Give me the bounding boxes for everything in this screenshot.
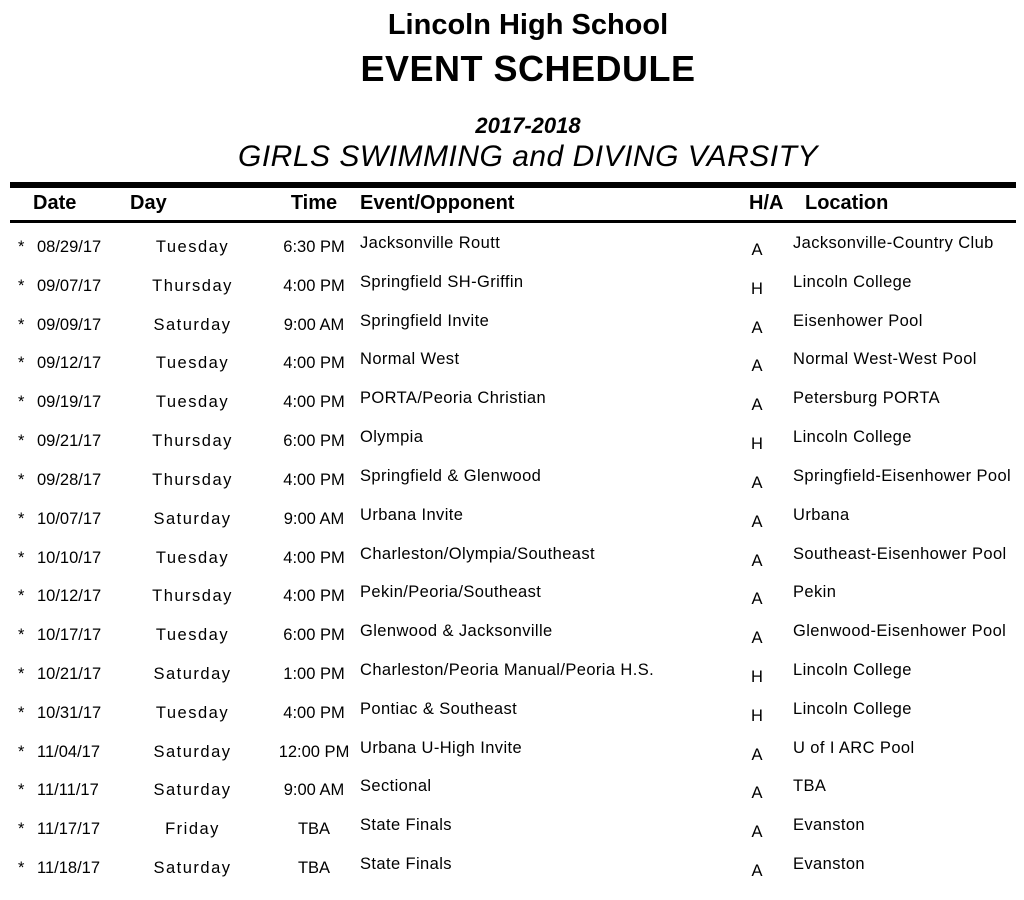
row-marker: * <box>18 742 25 761</box>
cell-event: Olympia <box>360 428 424 447</box>
cell-location: Eisenhower Pool <box>793 311 923 330</box>
cell-time: 9:00 AM <box>283 509 345 528</box>
table-row <box>0 536 1024 575</box>
cell-day: Tuesday <box>155 548 230 567</box>
cell-day: Thursday <box>152 587 233 606</box>
cell-ha: A <box>751 318 763 337</box>
cell-ha: H <box>751 435 763 454</box>
cell-day: Saturday <box>153 664 232 683</box>
column-header-marker-spacer <box>0 189 32 217</box>
cell-time: 4:00 PM <box>283 393 345 412</box>
cell-event: Springfield & Glenwood <box>360 466 542 485</box>
cell-time: 6:00 PM <box>283 626 345 645</box>
cell-event: Jacksonville Routt <box>360 234 501 252</box>
document-title: EVENT SCHEDULE <box>360 48 696 89</box>
column-header-date: Date <box>33 192 77 214</box>
cell-event: Normal West <box>360 350 460 369</box>
cell-ha: H <box>751 667 763 686</box>
cell-time: 4:00 PM <box>283 276 345 295</box>
cell-date: 08/29/17 <box>37 238 102 256</box>
table-row <box>0 768 1024 807</box>
cell-ha: A <box>751 241 763 259</box>
row-marker: * <box>18 354 25 373</box>
schedule-body <box>0 225 1024 885</box>
cell-date: 10/07/17 <box>37 509 102 528</box>
cell-ha: A <box>751 862 763 880</box>
cell-event: PORTA/Peoria Christian <box>360 389 547 408</box>
cell-location: Lincoln College <box>793 428 912 447</box>
cell-day: Thursday <box>152 432 233 451</box>
cell-time: 4:00 PM <box>283 470 345 489</box>
row-marker: * <box>18 587 25 606</box>
cell-location: Urbana <box>793 505 850 524</box>
cell-event: Urbana U-High Invite <box>360 738 523 757</box>
cell-location: Springfield-Eisenhower Pool <box>793 466 1012 485</box>
cell-day: Saturday <box>153 509 232 528</box>
row-marker: * <box>18 393 25 412</box>
row-marker: * <box>18 781 25 800</box>
cell-event: State Finals <box>360 855 452 873</box>
row-marker: * <box>18 276 25 295</box>
row-marker: * <box>18 664 25 683</box>
table-row <box>0 846 1024 885</box>
cell-ha: A <box>751 512 763 531</box>
cell-day: Saturday <box>153 781 232 800</box>
cell-day: Friday <box>165 820 220 839</box>
row-marker: * <box>18 703 25 722</box>
table-row <box>0 303 1024 342</box>
cell-time: TBA <box>297 859 331 877</box>
cell-event: Glenwood & Jacksonville <box>360 622 553 641</box>
cell-location: TBA <box>793 777 827 796</box>
table-row <box>0 341 1024 380</box>
cell-location: Pekin <box>793 583 837 602</box>
cell-date: 09/28/17 <box>37 470 102 489</box>
cell-day: Saturday <box>153 315 232 334</box>
row-marker: * <box>18 859 25 877</box>
header-rule-top <box>10 182 1016 188</box>
cell-day: Tuesday <box>155 354 230 373</box>
cell-time: TBA <box>297 820 331 839</box>
team-title: GIRLS SWIMMING and DIVING VARSITY <box>238 140 818 173</box>
cell-date: 09/12/17 <box>37 354 102 373</box>
row-marker: * <box>18 626 25 645</box>
cell-location: U of I ARC Pool <box>793 738 915 757</box>
table-row <box>0 264 1024 303</box>
cell-day: Thursday <box>152 470 233 489</box>
cell-location: Lincoln College <box>793 272 912 291</box>
table-row <box>0 419 1024 458</box>
cell-ha: H <box>751 279 763 298</box>
cell-date: 11/11/17 <box>37 781 99 800</box>
cell-location: Southeast-Eisenhower Pool <box>793 544 1007 563</box>
cell-date: 09/07/17 <box>37 276 102 295</box>
cell-location: Lincoln College <box>793 660 912 679</box>
cell-ha: A <box>751 551 763 570</box>
cell-day: Tuesday <box>155 626 230 645</box>
cell-event: Springfield Invite <box>360 311 490 330</box>
cell-event: State Finals <box>360 816 452 835</box>
cell-day: Tuesday <box>155 703 230 722</box>
cell-location: Evanston <box>793 855 865 873</box>
cell-time: 4:00 PM <box>283 587 345 606</box>
cell-day: Tuesday <box>155 238 230 256</box>
cell-ha: A <box>751 629 763 648</box>
cell-ha: A <box>751 590 763 609</box>
cell-time: 6:30 PM <box>283 238 345 256</box>
cell-date: 10/17/17 <box>37 626 102 645</box>
cell-location: Jacksonville-Country Club <box>793 234 994 252</box>
cell-date: 11/04/17 <box>37 742 101 761</box>
cell-time: 9:00 AM <box>283 315 345 334</box>
table-row <box>0 380 1024 419</box>
cell-ha: A <box>751 784 763 803</box>
cell-day: Thursday <box>152 276 233 295</box>
cell-location: Lincoln College <box>793 699 912 718</box>
table-row <box>0 225 1024 264</box>
cell-date: 10/10/17 <box>37 548 102 567</box>
cell-day: Saturday <box>153 742 232 761</box>
cell-ha: A <box>751 745 763 764</box>
cell-location: Evanston <box>793 816 865 835</box>
cell-date: 09/19/17 <box>37 393 102 412</box>
row-marker: * <box>18 820 25 839</box>
cell-location: Glenwood-Eisenhower Pool <box>793 622 1007 641</box>
cell-time: 4:00 PM <box>283 703 345 722</box>
cell-date: 09/09/17 <box>37 315 102 334</box>
cell-event: Sectional <box>360 777 432 796</box>
cell-date: 11/17/17 <box>37 820 101 839</box>
cell-time: 4:00 PM <box>283 548 345 567</box>
cell-location: Normal West-West Pool <box>793 350 977 369</box>
cell-time: 9:00 AM <box>283 781 345 800</box>
row-marker: * <box>18 315 25 334</box>
column-header-time: Time <box>290 192 338 214</box>
cell-event: Urbana Invite <box>360 505 464 524</box>
cell-event: Charleston/Olympia/Southeast <box>360 544 595 563</box>
table-row <box>0 807 1024 846</box>
season-label: 2017-2018 <box>475 113 581 138</box>
row-marker: * <box>18 548 25 567</box>
school-name: Lincoln High School <box>387 9 669 41</box>
cell-date: 10/12/17 <box>37 587 102 606</box>
table-row <box>0 613 1024 652</box>
cell-location: Petersburg PORTA <box>793 389 941 408</box>
cell-day: Tuesday <box>155 393 230 412</box>
cell-event: Pekin/Peoria/Southeast <box>360 583 542 602</box>
cell-date: 10/31/17 <box>37 703 102 722</box>
table-row <box>0 691 1024 730</box>
table-row <box>0 458 1024 497</box>
row-marker: * <box>18 432 25 451</box>
cell-time: 6:00 PM <box>283 432 345 451</box>
column-header-event: Event/Opponent <box>360 192 515 214</box>
cell-time: 4:00 PM <box>283 354 345 373</box>
cell-event: Pontiac & Southeast <box>360 699 518 718</box>
cell-event: Charleston/Peoria Manual/Peoria H.S. <box>360 660 655 679</box>
table-row <box>0 574 1024 613</box>
column-header-location: Location <box>805 192 889 214</box>
row-marker: * <box>18 509 25 528</box>
table-row <box>0 652 1024 691</box>
cell-ha: A <box>751 357 763 376</box>
column-header-ha: H/A <box>749 192 784 214</box>
cell-time: 12:00 PM <box>278 742 350 761</box>
cell-date: 10/21/17 <box>37 664 102 683</box>
table-row <box>0 730 1024 769</box>
column-header-day: Day <box>130 192 167 214</box>
cell-event: Springfield SH-Griffin <box>360 272 524 291</box>
table-row <box>0 497 1024 536</box>
header-rule-bottom <box>10 220 1016 223</box>
cell-ha: H <box>751 706 763 725</box>
cell-date: 11/18/17 <box>37 859 101 877</box>
row-marker: * <box>18 470 25 489</box>
cell-ha: A <box>751 823 763 842</box>
cell-day: Saturday <box>153 859 232 877</box>
table-header-row <box>0 189 1024 217</box>
cell-time: 1:00 PM <box>283 664 345 683</box>
row-marker: * <box>18 238 25 256</box>
cell-ha: A <box>751 473 763 492</box>
cell-ha: A <box>751 396 763 415</box>
cell-date: 09/21/17 <box>37 432 102 451</box>
